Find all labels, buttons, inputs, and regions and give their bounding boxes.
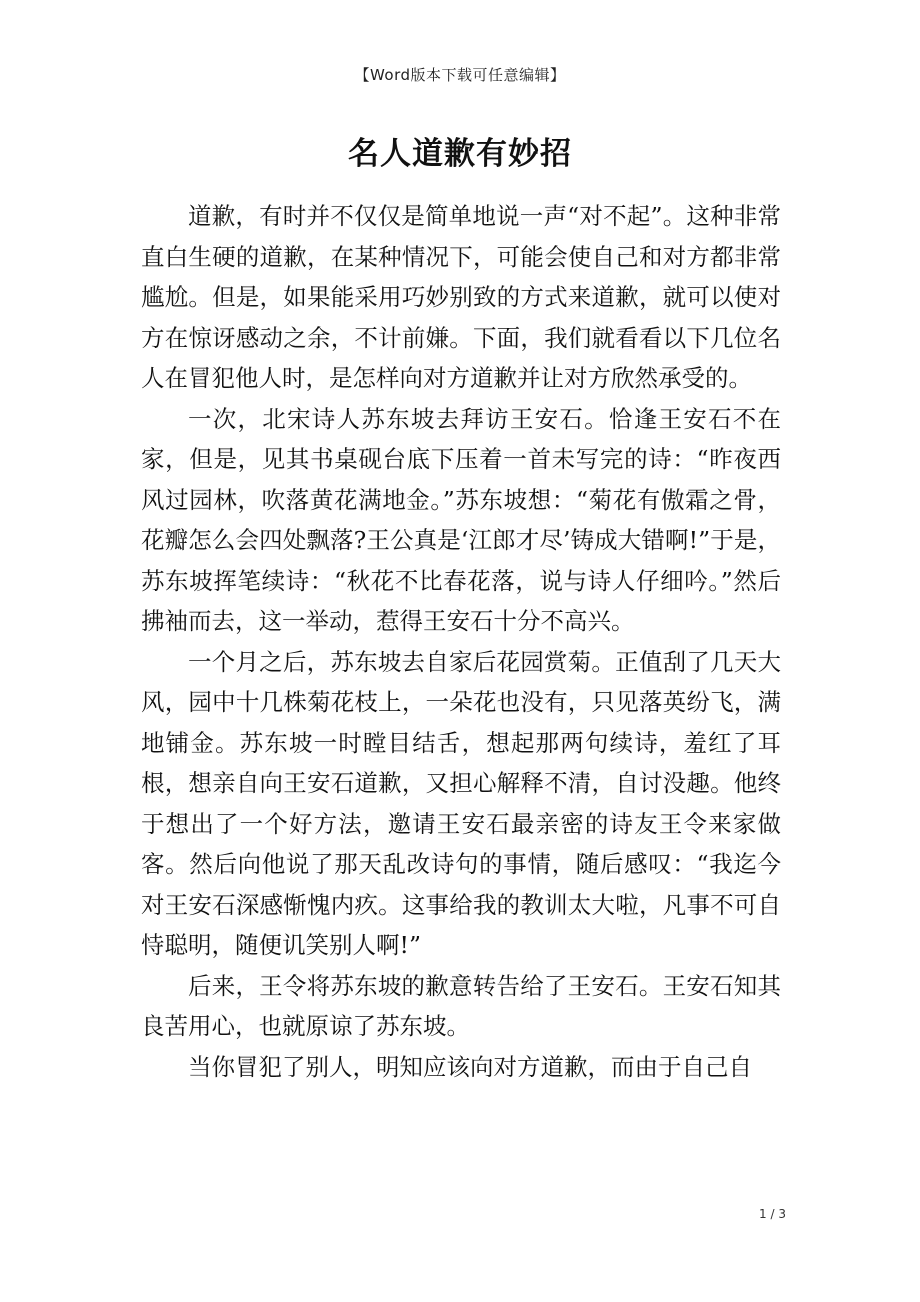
page-header: 【Word版本下载可任意编辑】 [354,66,566,84]
paragraph-forgiveness: 后来，王令将苏东坡的歉意转告给了王安石。王安石知其良苦用心，也就原谅了苏东坡。 [141,971,781,1040]
paragraph-intro: 道歉，有时并不仅仅是简单地说一声“对不起”。这种非常直白生硬的道歉，在某种情况下，可能会使自己和对方都非常尴尬。但是，如果能采用巧妙别致的方式来道歉，就可以使对方在惊讶感动之余，不计前嫌。下面，我们就看看以下几位名人在冒犯他人时，是怎样向对方道歉并让对方欣然承受的。 [141,202,781,392]
document-title: 名人道歉有妙招 [348,136,572,172]
paragraph-garden: 一个月之后，苏东坡去自家后花园赏菊。正值刮了几天大风，园中十几株菊花枝上，一朵花也没有，只见落英纷飞，满地铺金。苏东坡一时瞠目结舌，想起那两句续诗，羞红了耳根，想亲自向王安石道歉，又担心解释不清，自讨没趣。他终于想出了一个好方法，邀请王安石最亲密的诗友王令来家做客。然后向他说了那天乱改诗句的事情，随后感叹：“我迄今对王安石深感惭愧内疚。这事给我的教训太大啦，凡事不可自恃聪明，随便讥笑别人啊!” [141,647,781,959]
paragraph-visit: 一次，北宋诗人苏东坡去拜访王安石。恰逢王安石不在家，但是，见其书桌砚台底下压着一首未写完的诗：“昨夜西风过园林，吹落黄花满地金。”苏东坡想：“菊花有傲霜之骨，花瓣怎么会四处飘落?王公真是‘江郎才尽’铸成大错啊!”于是，苏东坡挥笔续诗：“秋花不比春花落，说与诗人仔细吟。”然后拂袖而去，这一举动，惹得王安石十分不高兴。 [141,404,781,635]
document-body [141,196,781,1087]
paragraph-closing: 当你冒犯了别人，明知应该向对方道歉，而由于自己自 [188,1052,752,1081]
page-number: 1 / 3 [759,1207,786,1221]
